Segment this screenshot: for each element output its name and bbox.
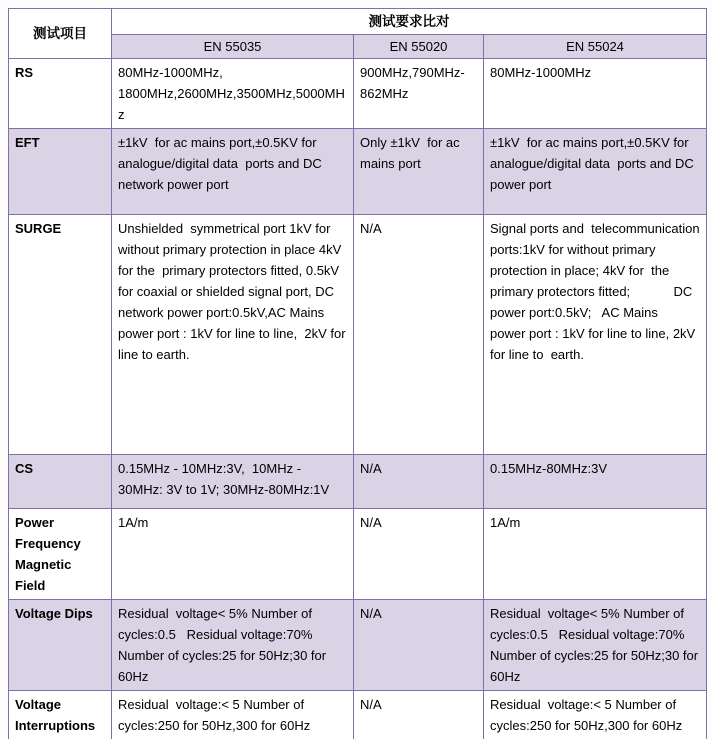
pfmf-en55024-cell: 1A/m [484, 509, 707, 600]
cs-en55020-cell: N/A [354, 455, 484, 509]
column-header-en55024: EN 55024 [484, 35, 707, 59]
voltage-interruptions-en55035-cell: Residual voltage:< 5 Number of cycles:250 for 50Hz,300 for 60Hz [112, 691, 354, 739]
rs-en55024-cell: 80MHz-1000MHz [484, 59, 707, 129]
group-header-requirement-comparison: 测试要求比对 [112, 9, 707, 35]
cs-en55024-cell: 0.15MHz-80MHz:3V [484, 455, 707, 509]
voltage-dips-en55035-cell: Residual voltage< 5% Number of cycles:0.5 Residual voltage:70% Number of cycles:25 for 50Hz;30 for 60Hz [112, 600, 354, 691]
voltage-interruptions-en55020-cell: N/A [354, 691, 484, 739]
row-label-voltage-dips: Voltage Dips [9, 600, 112, 691]
table-row-voltage-interruptions [9, 691, 707, 739]
rs-en55020-cell: 900MHz,790MHz-862MHz [354, 59, 484, 129]
surge-en55035-cell: Unshielded symmetrical port 1kV for without primary protection in place 4kV for the primary protectors fitted, 0.5kV for coaxial or shielded signal port, DC network power port:0.5kV,AC Mains power port : 1kV for line to line, 2kV for line to earth. [112, 215, 354, 455]
corner-header-test-items: 测试项目 [9, 9, 112, 59]
table-row-rs [9, 59, 707, 129]
surge-en55024-cell: Signal ports and telecommunication ports:1kV for without primary protection in place; 4kV for the primary protectors fitted; DC power port:0.5kV; AC Mains power port : 1kV for line to line, 2kV for line to earth. [484, 215, 707, 455]
eft-en55020-cell: Only ±1kV for ac mains port [354, 129, 484, 215]
pfmf-en55035-cell: 1A/m [112, 509, 354, 600]
eft-en55035-cell: ±1kV for ac mains port,±0.5KV for analogue/digital data ports and DC network power port [112, 129, 354, 215]
row-label-eft: EFT [9, 129, 112, 215]
voltage-interruptions-en55024-cell: Residual voltage:< 5 Number of cycles:250 for 50Hz,300 for 60Hz [484, 691, 707, 739]
table-row-power-frequency-magnetic-field [9, 509, 707, 600]
cs-en55035-cell: 0.15MHz - 10MHz:3V, 10MHz - 30MHz: 3V to 1V; 30MHz-80MHz:1V [112, 455, 354, 509]
table-row-surge [9, 215, 707, 455]
eft-en55024-cell: ±1kV for ac mains port,±0.5KV for analogue/digital data ports and DC power port [484, 129, 707, 215]
row-label-voltage-interruptions: Voltage Interruptions [9, 691, 112, 739]
row-label-rs: RS [9, 59, 112, 129]
row-label-surge: SURGE [9, 215, 112, 455]
surge-en55020-cell: N/A [354, 215, 484, 455]
row-label-cs: CS [9, 455, 112, 509]
row-label-power-frequency-magnetic-field: Power Frequency Magnetic Field [9, 509, 112, 600]
rs-en55035-cell: 80MHz-1000MHz, 1800MHz,2600MHz,3500MHz,5000MHz [112, 59, 354, 129]
table-row-eft [9, 129, 707, 215]
column-header-en55035: EN 55035 [112, 35, 354, 59]
table-row-voltage-dips [9, 600, 707, 691]
voltage-dips-en55024-cell: Residual voltage< 5% Number of cycles:0.5 Residual voltage:70% Number of cycles:25 for 50Hz;30 for 60Hz [484, 600, 707, 691]
test-comparison-table [8, 8, 707, 739]
column-header-en55020: EN 55020 [354, 35, 484, 59]
voltage-dips-en55020-cell: N/A [354, 600, 484, 691]
pfmf-en55020-cell: N/A [354, 509, 484, 600]
table-row-cs [9, 455, 707, 509]
